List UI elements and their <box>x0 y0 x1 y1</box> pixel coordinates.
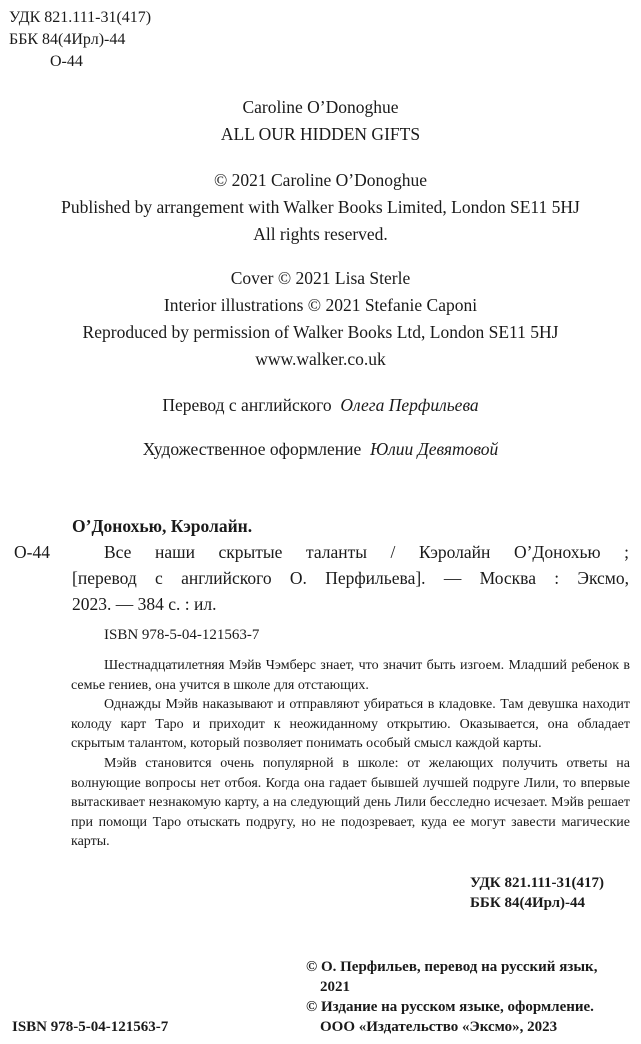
catalog-imprint-line: 2023. — 384 с. : ил. <box>72 594 217 614</box>
translation-credit <box>0 395 641 416</box>
catalog-translation-line: [перевод с английского О. Перфильева]. — Москва : Эксмо, <box>72 568 629 588</box>
edition-copyright: © Издание на русском языке, оформление. <box>306 999 594 1015</box>
bbk-code: ББК 84(4Ирл)-44 <box>9 31 126 48</box>
catalog-author-mark: О-44 <box>14 542 50 562</box>
designer-name: Юлии Девятовой <box>370 439 499 459</box>
edition-copyright-publisher: ООО «Издательство «Эксмо», 2023 <box>320 1019 558 1035</box>
original-copyright: © 2021 Caroline O’Donoghue <box>213 170 428 190</box>
publisher-website: www.walker.co.uk <box>255 349 386 369</box>
publication-arrangement: Published by arrangement with Walker Books Limited, London SE11 5HJ <box>61 197 580 217</box>
annotation-paragraph: Мэйв становится очень популярной в школе: от желающих получить ответы на волнующие вопросы нет отбоя. Когда она гадает бывшей лучшей подруге Лили, то впервые вытаскивает незнакомую карту, а на следующий день Лили бесследно исчезает. Мэйв решает при помощи Таро отыскать подругу, но не подозревает, куда ее могут завести магические карты. <box>71 755 630 850</box>
catalog-title-line: Все наши скрытые таланты / Кэролайн О’Донохью ; <box>104 542 629 562</box>
annotation <box>71 656 630 852</box>
cover-credit: Cover © 2021 Lisa Sterle <box>230 268 411 288</box>
author-mark: О-44 <box>50 53 83 70</box>
original-title: ALL OUR HIDDEN GIFTS <box>220 124 421 144</box>
udk-code: УДК 821.111-31(417) <box>9 9 152 26</box>
catalog-heading: О’Донохью, Кэролайн. <box>72 516 253 536</box>
reproduction-credit: Reproduced by permission of Walker Books Ltd, London SE11 5HJ <box>82 322 559 342</box>
translation-copyright: © О. Перфильев, перевод на русский язык, <box>306 959 598 975</box>
design-credit <box>0 439 641 460</box>
illustrations-credit: Interior illustrations © 2021 Stefanie Caponi <box>163 295 478 315</box>
original-author: Caroline O’Donoghue <box>242 97 399 117</box>
rights-reserved: All rights reserved. <box>253 224 388 244</box>
design-label: Художественное оформление <box>142 439 362 459</box>
annotation-paragraph: Шестнадцатилетняя Мэйв Чэмберс знает, что значит быть изгоем. Младший ребенок в семье гениев, она учится в школе для отстающих. <box>71 658 630 693</box>
annotation-paragraph: Однажды Мэйв наказывают и отправляют убираться в кладовке. Там девушка находит колоду карт Таро и приходит к неожиданному открытию. Оказывается, она обладает скрытым талантом, который позволяет понимать особый смысл каждой карты. <box>71 697 630 752</box>
catalog-isbn: ISBN 978-5-04-121563-7 <box>104 627 260 643</box>
translator-name: Олега Перфильева <box>340 395 479 415</box>
translation-label: Перевод с английского <box>162 395 332 415</box>
footer-isbn: ISBN 978-5-04-121563-7 <box>12 1019 169 1035</box>
translation-copyright-year: 2021 <box>320 979 350 995</box>
bottom-udk-code: УДК 821.111-31(417) <box>470 875 605 891</box>
bottom-bbk-code: ББК 84(4Ирл)-44 <box>470 895 585 911</box>
